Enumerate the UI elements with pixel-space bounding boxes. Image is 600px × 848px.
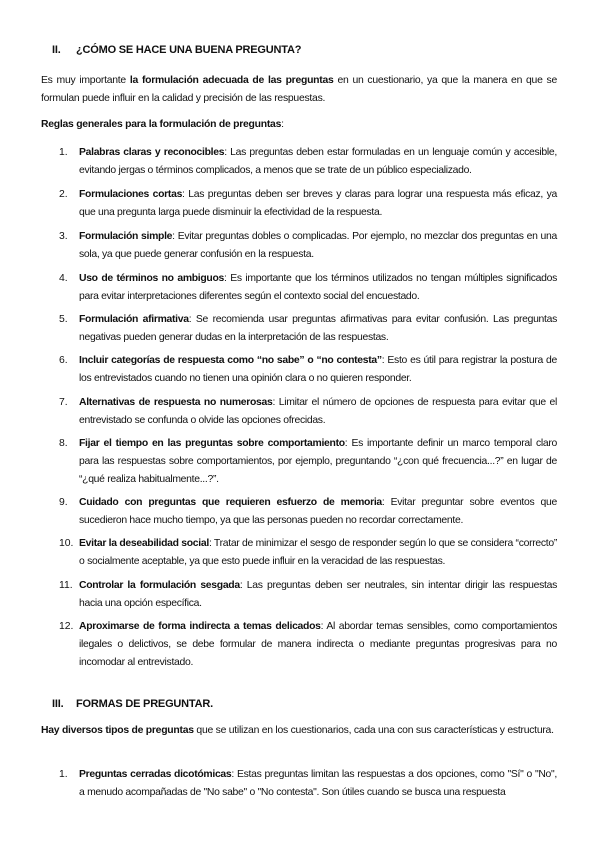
section-2-title: ¿CÓMO SE HACE UNA BUENA PREGUNTA? xyxy=(76,44,302,56)
section-3-intro xyxy=(41,722,557,740)
list-item-number: 2. xyxy=(59,189,68,200)
list-item-text: : Las preguntas deben estar formuladas en un lenguaje común y accesible, evitando jergas o términos complicados, a menos que se trate de un público especializado. xyxy=(79,147,557,176)
list-item-term: Palabras claras y reconocibles xyxy=(79,147,225,158)
list-item-text: : Limitar el número de opciones de respuesta para evitar que el entrevistado se confunda o olvide las opciones ofrecidas. xyxy=(79,397,557,426)
intro-text-c: en un cuestionario, ya que la manera en que se formulan puede influir en la calidad y precisión de las respuestas. xyxy=(41,75,558,104)
list-item-term: Incluir categorías de respuesta como “no sabe” o “no contesta” xyxy=(79,355,382,366)
section-2-intro xyxy=(41,72,557,108)
list-item-number: 4. xyxy=(59,273,68,284)
list-item-text: : Se recomienda usar preguntas afirmativas para evitar confusión. Las preguntas negativas pueden generar dudas en la interpretación de las respuestas. xyxy=(79,314,557,343)
list-item-term: Aproximarse de forma indirecta a temas delicados xyxy=(79,621,321,632)
list-item-number: 6. xyxy=(59,355,68,366)
list-item-number: 10. xyxy=(59,538,74,549)
list-item-number: 5. xyxy=(59,314,68,325)
list-item-number: 1. xyxy=(59,769,68,780)
list-item-term: Formulación afirmativa xyxy=(79,314,189,325)
list-item-term: Formulación simple xyxy=(79,231,173,242)
section-2-heading xyxy=(52,44,301,56)
section-3-number: III. xyxy=(52,698,64,710)
list-item-text: : Al abordar temas sensibles, como comportamientos ilegales o delictivos, se debe formular de manera indirecta o mediante preguntas progresivas para no incomodar al entrevistado. xyxy=(79,621,558,668)
list-item-text: : Estas preguntas limitan las respuestas a dos opciones, como "Sí" o "No", a menudo acompañadas de "No sabe" o "No contesta". Son útiles cuando se busca una respuesta xyxy=(79,769,558,798)
list-item-term: Preguntas cerradas dicotómicas xyxy=(79,769,232,780)
rules-heading-text: Reglas generales para la formulación de preguntas xyxy=(41,119,282,130)
list-item-number: 7. xyxy=(59,397,68,408)
section-3-intro-bold: Hay diversos tipos de preguntas xyxy=(41,725,194,736)
rules-heading xyxy=(41,116,557,134)
list-item-text: : Es importante que los términos utilizados no tengan múltiples significados para evitar interpretaciones diferentes según el contexto social del encuestado. xyxy=(79,273,557,302)
list-item-text: : Tratar de minimizar el sesgo de responder según lo que se considera “correcto” o socialmente aceptable, ya que esto puede influir en la veracidad de las respuestas. xyxy=(79,538,557,567)
section-3-title: FORMAS DE PREGUNTAR. xyxy=(76,698,213,710)
list-item-text: : Las preguntas deben ser neutrales, sin intentar dirigir las respuestas hacia una opción específica. xyxy=(79,580,557,609)
list-item-number: 9. xyxy=(59,497,68,508)
list-item-term: Formulaciones cortas xyxy=(79,189,183,200)
list-item-text: : Las preguntas deben ser breves y claras para lograr una respuesta más eficaz, ya que una pregunta larga puede disminuir la efectividad de la respuesta. xyxy=(79,189,557,218)
section-2-number: II. xyxy=(52,44,61,56)
section-3-heading xyxy=(52,698,213,710)
section-3-intro-text: que se utilizan en los cuestionarios, cada una con sus características y estructura. xyxy=(193,725,554,736)
list-item-number: 3. xyxy=(59,231,68,242)
list-item-term: Fijar el tiempo en las preguntas sobre comportamiento xyxy=(79,438,345,449)
list-item-term: Alternativas de respuesta no numerosas xyxy=(79,397,273,408)
intro-text-a: Es muy importante xyxy=(41,75,130,86)
list-item-text: : Esto es útil para registrar la postura de los entrevistados cuando no tienen una opinión clara o no quieren responder. xyxy=(79,355,557,384)
list-item-number: 1. xyxy=(59,147,68,158)
list-item-text: : Es importante definir un marco temporal claro para las respuestas sobre comportamientos, por ejemplo, preguntando “¿con qué frecuencia...?” en lugar de “¿qué realiza habitualmente...?”. xyxy=(79,438,557,485)
list-item-number: 12. xyxy=(59,621,74,632)
list-item-term: Cuidado con preguntas que requieren esfuerzo de memoria xyxy=(79,497,382,508)
list-item-text: : Evitar preguntas dobles o complicadas. Por ejemplo, no mezclar dos preguntas en una sola, ya que puede generar confusión en la respuesta. xyxy=(79,231,557,260)
list-item-term: Evitar la deseabilidad social xyxy=(79,538,209,549)
intro-text-bold: la formulación adecuada de las preguntas xyxy=(129,75,334,86)
list-item-term: Controlar la formulación sesgada xyxy=(79,580,240,591)
list-item-text: : Evitar preguntar sobre eventos que sucedieron hace mucho tiempo, ya que las personas pueden no recordar correctamente. xyxy=(79,497,557,526)
list-item-number: 11. xyxy=(59,580,73,591)
list-item-number: 8. xyxy=(59,438,68,449)
rules-heading-colon: : xyxy=(281,119,284,130)
list-item-term: Uso de términos no ambiguos xyxy=(79,273,225,284)
